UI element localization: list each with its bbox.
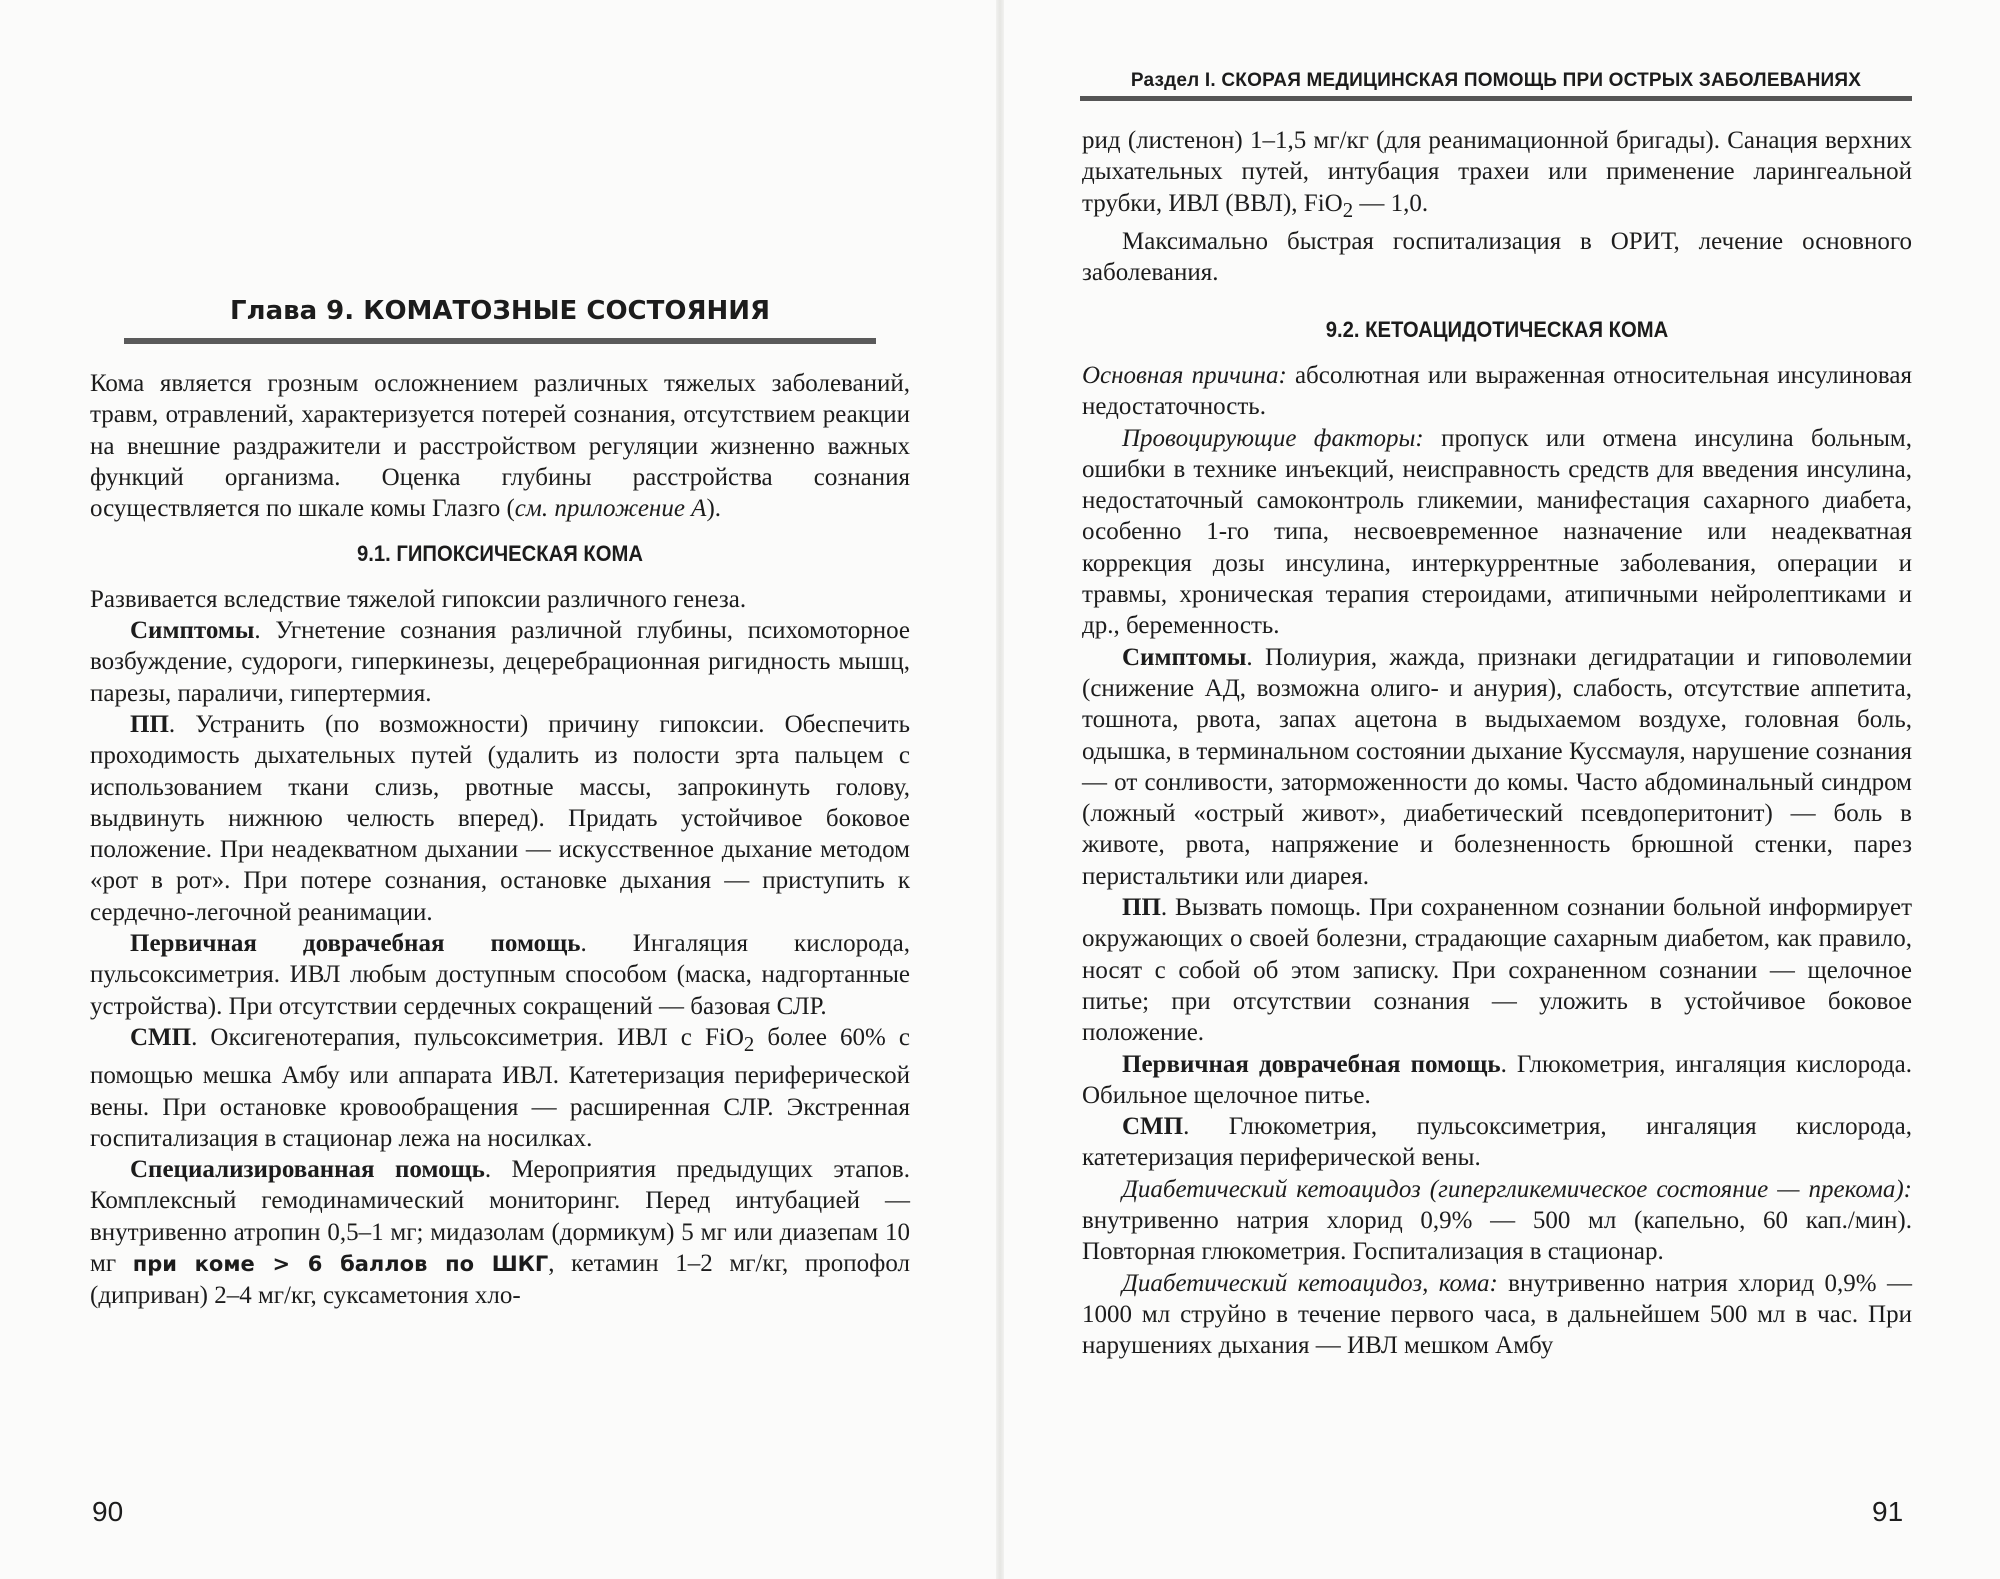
right-page-text <box>1082 360 1912 1362</box>
term-label: Провоцирующие факторы: <box>1122 424 1424 452</box>
dka-precoma-paragraph: Диабетический кетоацидоз (гипергликемическое состояние — прекома): внутривенно натрия хлорид 0,9% — 500 мл (капельно, 60 кап./мин). Повторная глюкометрия. Госпитализация в стационар. <box>1082 1175 1912 1266</box>
term-label: Основная причина: <box>1082 362 1287 389</box>
chapter-rule <box>124 338 876 344</box>
specialized-paragraph: Специализированная помощь. Мероприятия предыдущих этапов. Комплексный гемодинамический мониторинг. Перед интубацией — внутривенно атропин 0,5–1 мг; мидазолам (дормикум) 5 мг или диазепам 10 мг при коме > 6 баллов по ШКГ, кетамин 1–2 мг/кг, пропофол (диприван) 2–4 мг/кг, суксаметония хло- <box>90 1156 911 1310</box>
paragraph: Развивается вследствие тяжелой гипоксии различного генеза. <box>90 585 747 613</box>
factors-paragraph: Провоцирующие факторы: пропуск или отмена инсулина больным, ошибки в технике инъекций, неисправность средств для введения инсулина, недостаточный самоконтроль гликемии, манифестация сахарного диабета, особенно 1-го типа, несвоевременное назначение или неадекватная коррекция дозы инсулина, интеркуррентные заболевания, операции и травмы, хроническая терапия стероидами, атипичными нейролептиками и др., беременность. <box>1082 424 1912 640</box>
smp-paragraph: СМП. Глюкометрия, пульсоксиметрия, ингаляция кислорода, катетеризация периферической вены. <box>1082 1113 1912 1172</box>
term-label: СМП <box>130 1023 192 1051</box>
chapter-title: Глава 9. КОМАТОЗНЫЕ СОСТОЯНИЯ <box>229 296 771 326</box>
section-heading-block <box>1082 314 1912 345</box>
right-page-continuation <box>1082 125 1912 288</box>
intro-paragraph: Кома является грозным осложнением различных тяжелых заболеваний, травм, отравлений, характеризуется потерей сознания, отсутствием реакции на внешние раздражители и расстройством регуляции жизненно важных функций организма. Оценка глубины расстройства сознания осуществляется по шкале комы Глазго (см. приложение А). <box>90 370 910 523</box>
page-number-left: 90 <box>92 1496 124 1527</box>
paragraph: Максимально быстрая госпитализация в ОРИТ, лечение основного заболевания. <box>1082 227 1912 287</box>
intro-text: Кома является грозным осложнением различных тяжелых заболеваний, травм, отравлений, характеризуется потерей сознания, отсутствием реакции на внешние раздражители и расстройством регуляции жизненно важных функций организма. Оценка глубины расстройства сознания осуществляется по шкале комы Глазго ( <box>90 370 910 523</box>
gcs-note: при коме > 6 баллов по ШКГ <box>132 1252 549 1277</box>
page-number-right: 91 <box>1872 1496 1904 1527</box>
left-page-text <box>90 368 910 1312</box>
dka-coma-paragraph: Диабетический кетоацидоз, кома: внутривенно натрия хлорид 0,9% — 1000 мл струйно в течение первого часа, в дальнейшем 500 мл в час. При нарушениях дыхания — ИВЛ мешком Амбу <box>1082 1269 1912 1360</box>
pdp-paragraph: Первичная доврачебная помощь. Ингаляция кислорода, пульсоксиметрия. ИВЛ любым доступным способом (маска, надгортанные устройства). При отсутствии сердечных сокращений — базовая СЛР. <box>90 930 910 1020</box>
cause-paragraph: Основная причина: абсолютная или выраженная относительная инсулиновая недостаточность. <box>1082 362 1912 421</box>
symptoms-paragraph: Симптомы. Полиурия, жажда, признаки дегидратации и гиповолемии (снижение АД, возможна олиго- и анурия), слабость, отсутствие аппетита, тошнота, рвота, запах ацетона в выдыхаемом воздухе, головная боль, одышка, в терминальном состоянии дыхание Куссмауля, нарушение сознания — от сонливости, заторможенности до комы. Часто абдоминальный синдром (ложный «острый живот», диабетический псевдоперитонит) — боль в животе, рвота, напряжение и болезненность брюшной стенки, парез перистальтики или диарея. <box>1082 643 1912 890</box>
pp-paragraph: ПП. Устранить (по возможности) причину гипоксии. Обеспечить проходимость дыхательных путей (удалить из полости зрта пальцем с использованием ткани слизь, рвотные массы, запрокинуть голову, выдвинуть нижнюю челюсть вперед). Придать устойчивое боковое положение. При неадекватном дыхании — искусственное дыхание методом «рот в рот». При потере сознания, остановке дыхания — приступить к сердечно-легочной реанимации. <box>90 710 910 926</box>
term-label: ПП <box>1122 894 1161 922</box>
term-label: Диабетический кетоацидоз, кома: <box>1122 1269 1498 1297</box>
symptoms-paragraph: Симптомы. Угнетение сознания различной глубины, психомоторное возбуждение, судороги, гиперкинезы, децеребрационная ригидность мышц, парезы, параличи, гипертермия. <box>90 617 910 707</box>
book-gutter <box>996 0 1004 1579</box>
intro-reference: см. приложение А <box>514 495 707 523</box>
running-head-rule <box>1080 96 1912 101</box>
term-label: Диабетический кетоацидоз (гипергликемическое состояние — прекома): <box>1122 1175 1912 1203</box>
continuation-paragraph: рид (листенон) 1–1,5 мг/кг (для реанимационной бригады). Санация верхних дыхательных путей, интубация трахеи или применение ларингеальной трубки, ИВЛ (ВВЛ), FiO$_2$ — 1,0. <box>1082 127 1912 222</box>
term-label: СМП <box>1122 1113 1184 1141</box>
term-label: ПП <box>130 710 169 738</box>
running-head: Раздел I. СКОРАЯ МЕДИЦИНСКАЯ ПОМОЩЬ ПРИ ОСТРЫХ ЗАБОЛЕВАНИЯХ <box>1130 70 1862 91</box>
smp-paragraph: СМП. Оксигенотерапия, пульсоксиметрия. ИВЛ с FiO$_2$ более 60% с помощью мешка Амбу или аппарата ИВЛ. Катетеризация периферической вены. При остановке кровообращения — расширенная СЛР. Экстренная госпитализация в стационар лежа на носилках. <box>90 1023 910 1152</box>
term-label: Специализированная помощь <box>130 1156 485 1184</box>
term-label: Первичная доврачебная помощь <box>1122 1050 1501 1078</box>
term-label: Симптомы <box>1122 643 1247 671</box>
pdp-paragraph: Первичная доврачебная помощь. Глюкометрия, ингаляция кислорода. Обильное щелочное питье. <box>1082 1050 1913 1109</box>
term-label: Первичная доврачебная помощь <box>130 930 581 958</box>
term-label: Симптомы <box>130 617 255 645</box>
section-title-9-1: 9.1. ГИПОКСИЧЕСКАЯ КОМА <box>356 541 644 567</box>
section-title-9-2: 9.2. КЕТОАЦИДОТИЧЕСКАЯ КОМА <box>1325 317 1669 342</box>
pp-paragraph: ПП. Вызвать помощь. При сохраненном сознании больной информирует окружающих о своей болезни, страдающие сахарным диабетом, как правило, носят с собой об этом записку. При сохраненном сознании — щелочное питье; при отсутствии сознания — уложить в устойчивое боковое положение. <box>1082 894 1912 1047</box>
